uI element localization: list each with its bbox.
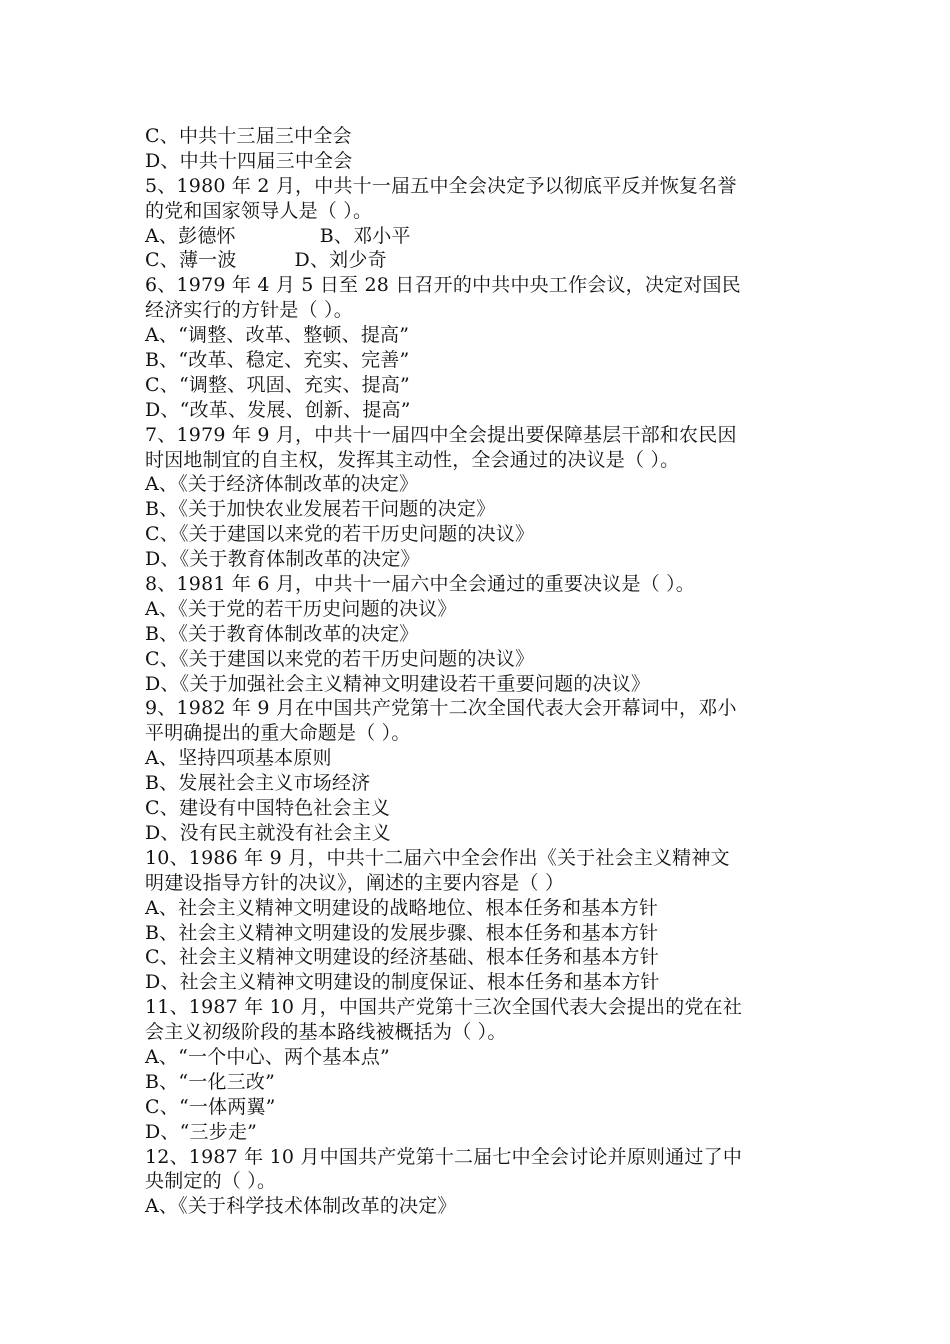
option-d: D、“三步走” (145, 1120, 258, 1143)
option-a: A、《关于经济体制改革的决定》 (145, 473, 419, 496)
question-12-line-1: 12、1987 年 10 月中国共产党第十二届七中全会讨论并原则通过了中 (145, 1145, 743, 1168)
option-d: D、“改革、发展、创新、提高” (145, 398, 411, 421)
option-c: C、“一体两翼” (145, 1095, 276, 1118)
option-d: D、《关于加强社会主义精神文明建设若干重要问题的决议》 (145, 672, 651, 695)
text-line: C、中共十三届三中全会 (145, 125, 352, 147)
question-7-line-1: 7、1979 年 9 月，中共十一届四中全会提出要保障基层干部和农民因 (145, 423, 737, 446)
option-c: C、建设有中国特色社会主义 (145, 797, 391, 820)
option-a: A、社会主义精神文明建设的战略地位、根本任务和基本方针 (145, 896, 659, 919)
question-9-line-1: 9、1982 年 9 月在中国共产党第十二次全国代表大会开幕词中，邓小 (145, 697, 737, 720)
text-line: D、中共十四届三中全会 (145, 149, 353, 172)
option-a: A、《关于科学技术体制改革的决定》 (145, 1195, 457, 1218)
option-d: D、没有民主就没有社会主义 (145, 821, 391, 844)
option-a: A、《关于党的若干历史问题的决议》 (145, 597, 457, 620)
option-a: A、“调整、改革、整顿、提高” (145, 324, 410, 347)
option-b: B、《关于教育体制改革的决定》 (145, 622, 419, 645)
question-12-line-2: 央制定的（ ）。 (145, 1170, 277, 1193)
option-b: B、《关于加快农业发展若干问题的决定》 (145, 498, 496, 521)
option-d: D、社会主义精神文明建设的制度保证、根本任务和基本方针 (145, 971, 660, 994)
option-d: D、《关于教育体制改革的决定》 (145, 548, 420, 571)
option-b: B、社会主义精神文明建设的发展步骤、根本任务和基本方针 (145, 921, 659, 944)
document-body (145, 124, 815, 1219)
option-b: B、“改革、稳定、充实、完善” (145, 349, 410, 372)
options-row (145, 224, 815, 249)
question-6-line-1: 6、1979 年 4 月 5 日至 28 日召开的中共中央工作会议，决定对国民 (145, 274, 741, 297)
question-5-line-1: 5、1980 年 2 月，中共十一届五中全会决定予以彻底平反并恢复名誉 (145, 174, 737, 197)
question-5-line-2: 的党和国家领导人是（ ）。 (145, 199, 373, 222)
option-a: A、“一个中心、两个基本点” (145, 1045, 390, 1068)
option-a: A、坚持四项基本原则 (145, 747, 332, 770)
question-9-line-2: 平明确提出的重大命题是（ ）。 (145, 722, 411, 745)
question-6-line-2: 经济实行的方针是（ ）。 (145, 299, 353, 322)
option-d: D、刘少奇 (294, 249, 387, 272)
question-11-line-1: 11、1987 年 10 月，中国共产党第十三次全国代表大会提出的党在社 (145, 996, 743, 1019)
option-b: B、邓小平 (319, 224, 411, 247)
option-c: C、社会主义精神文明建设的经济基础、根本任务和基本方针 (145, 946, 659, 969)
question-8: 8、1981 年 6 月，中共十一届六中全会通过的重要决议是（ ）。 (145, 573, 695, 596)
options-row (145, 248, 815, 273)
option-c: C、《关于建国以来党的若干历史问题的决议》 (145, 647, 535, 670)
question-10-line-2: 明建设指导方针的决议》，阐述的主要内容是（ ） (145, 871, 565, 894)
question-10-line-1: 10、1986 年 9 月，中共十二届六中全会作出《关于社会主义精神文 (145, 846, 730, 869)
question-11-line-2: 会主义初级阶段的基本路线被概括为（ ）。 (145, 1021, 507, 1044)
option-b: B、发展社会主义市场经济 (145, 772, 371, 795)
question-7-line-2: 时因地制宜的自主权，发挥其主动性，全会通过的决议是（ ）。 (145, 448, 680, 471)
option-c: C、“调整、巩固、充实、提高” (145, 373, 410, 396)
option-a: A、彭德怀 (145, 224, 236, 247)
option-b: B、“一化三改” (145, 1070, 275, 1093)
option-c: C、薄一波 (145, 249, 237, 272)
option-c: C、《关于建国以来党的若干历史问题的决议》 (145, 523, 535, 546)
